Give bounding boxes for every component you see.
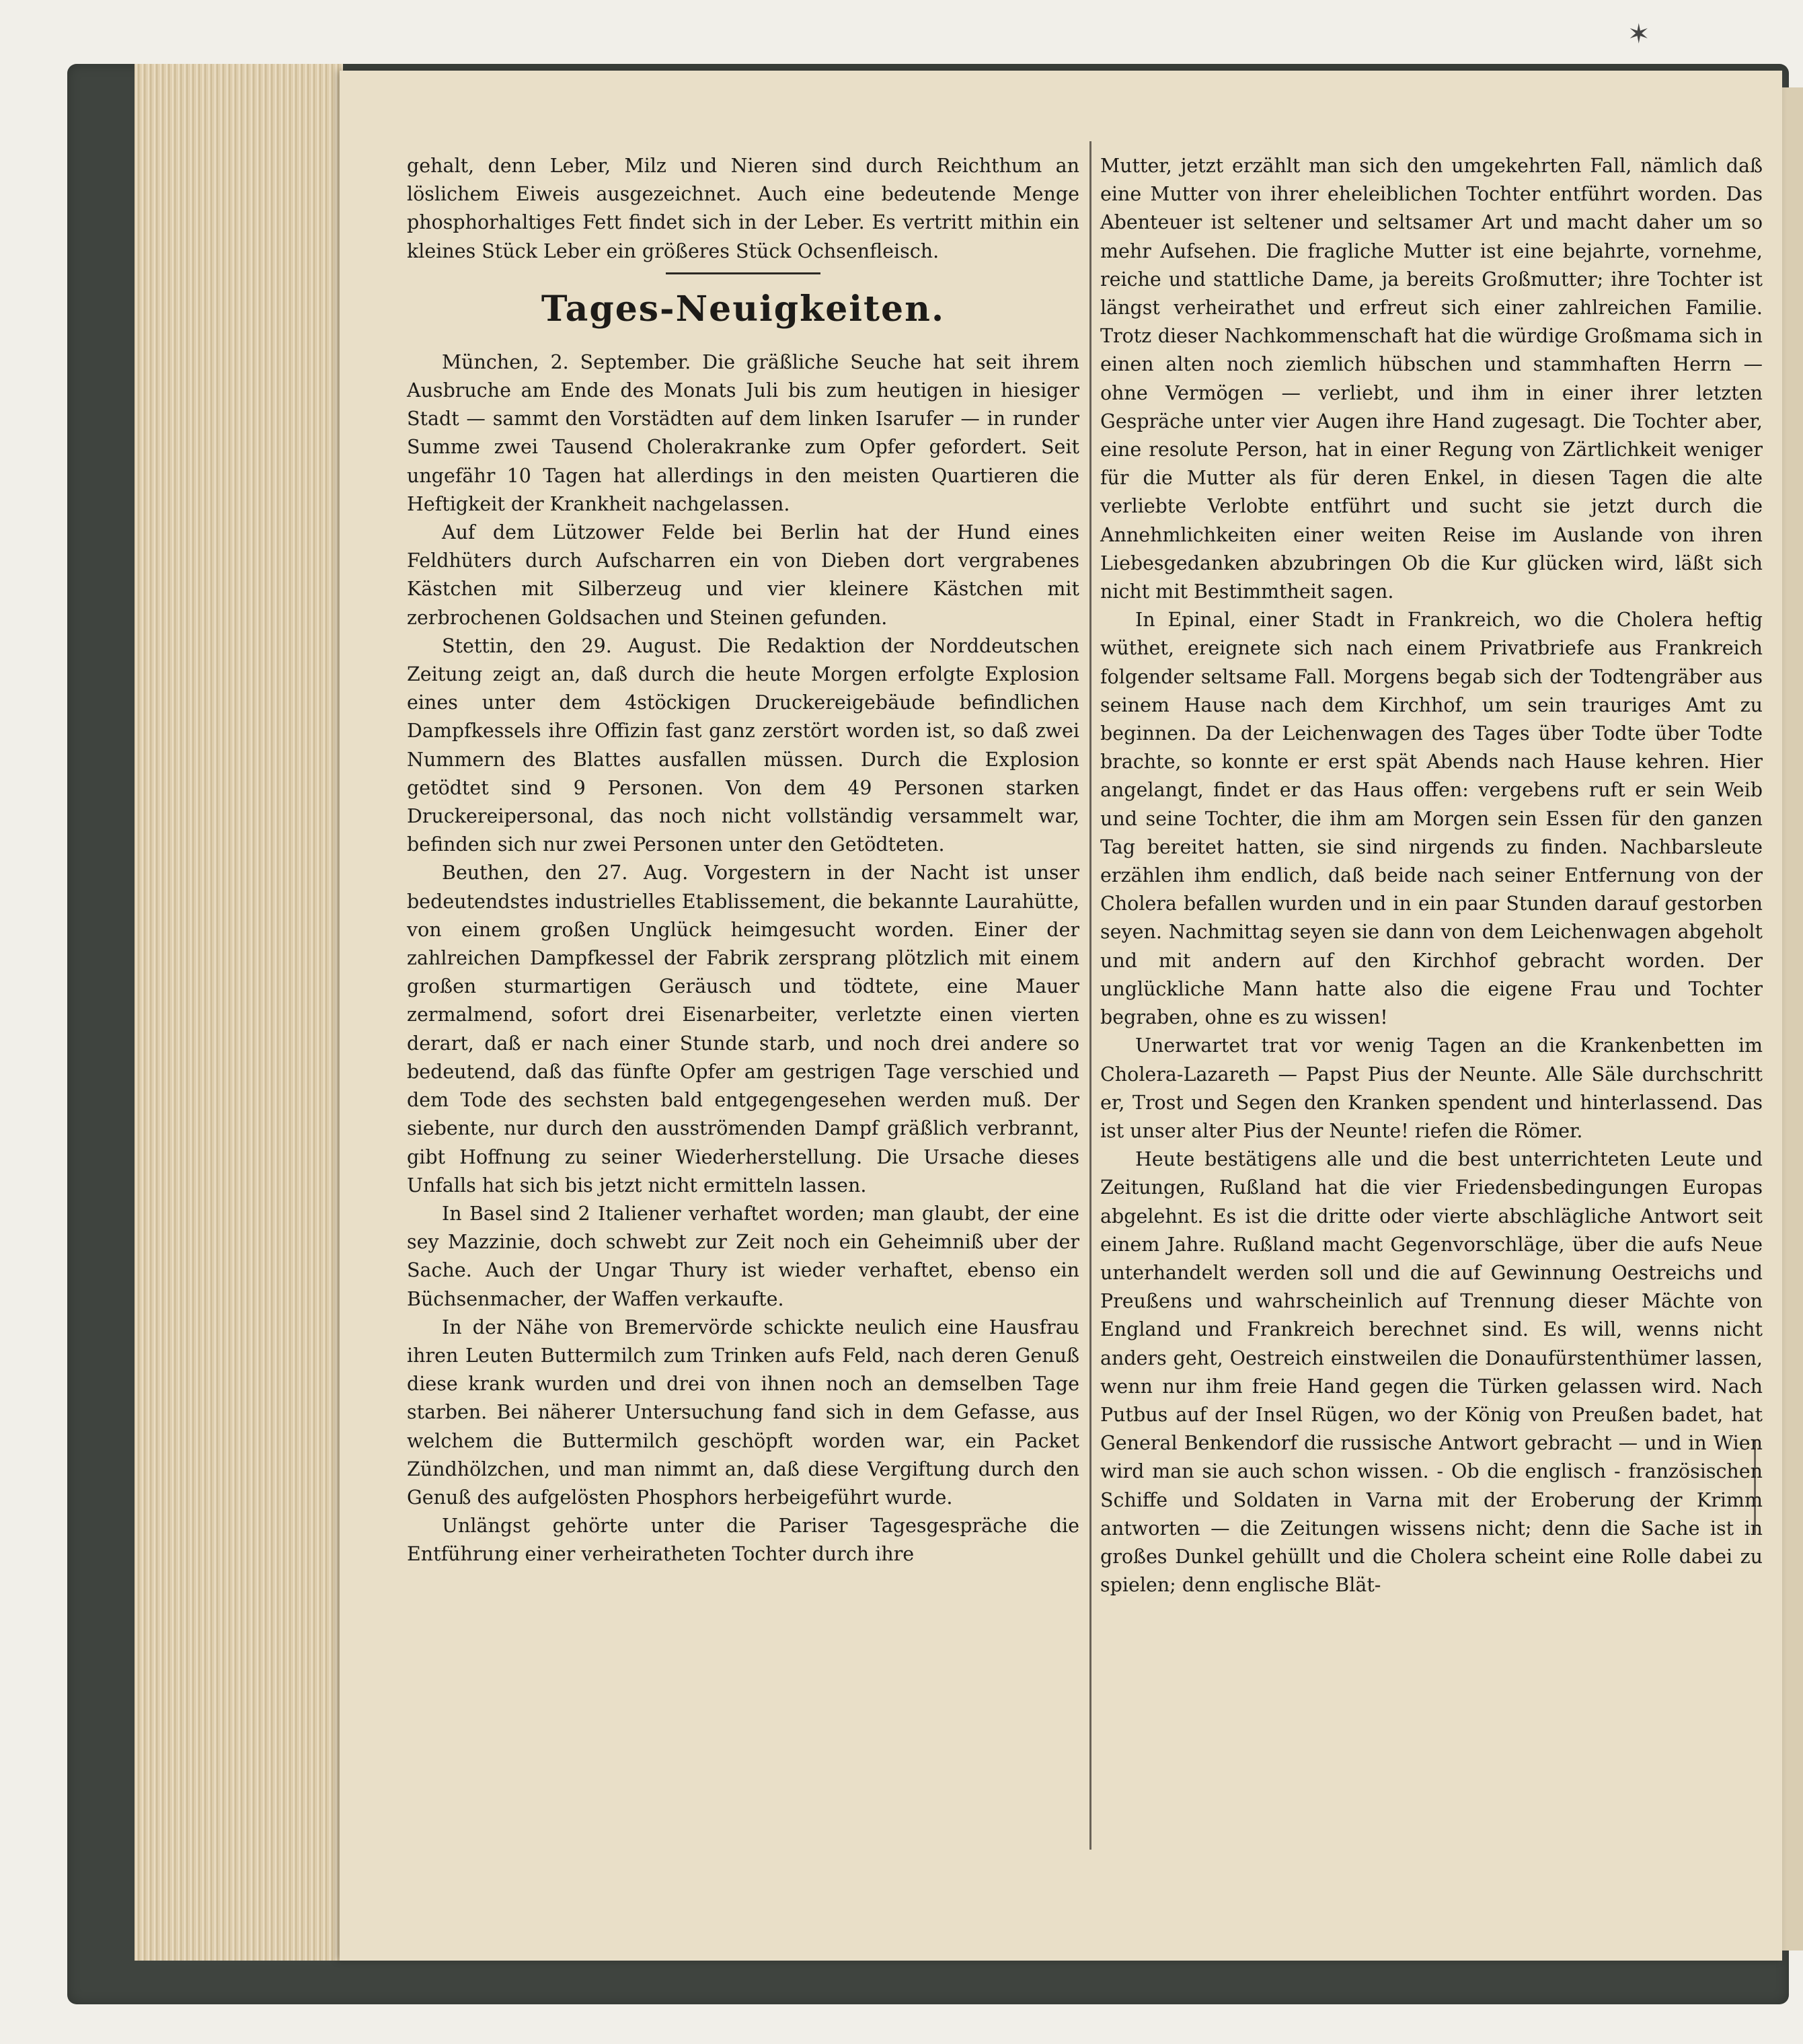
left-column	[407, 152, 1079, 1569]
article-paris: Unlängst gehörte unter die Pariser Tagesgespräche die Entführung einer verheiratheten Tochter durch ihre	[407, 1515, 1079, 1566]
page-edges	[135, 64, 343, 1961]
intro-paragraph: gehalt, denn Leber, Milz und Nieren sind durch Reichthum an löslichem Eiweis ausgezeichnet. Auch eine bedeutende Menge phosphorhaltiges Fett findet sich in der Leber. Es vertritt mithin ein kleines Stück Leber ein größeres Stück Ochsenfleisch.	[407, 155, 1079, 262]
article-russland: Heute bestätigens alle und die best unterrichteten Leute und Zeitungen, Rußland hat die vier Friedensbedingungen Europas abgelehnt. Es ist die dritte oder vierte abschlägliche Antwort seit einem Jahre. Rußland macht Gegenvorschläge, über die aufs Neue unterhandelt werden soll und die auf Gewinnung Oestreichs und Preußens und wahrscheinlich auf Trennung dieser Mächte von England und Frankreich berechnet sind. Es will, wenns nicht anders geht, Oestreich einstweilen die Donaufürstenthümer lassen, wenn nur ihm freie Hand gegen die Türken gelassen wird. Nach Putbus auf der Insel Rügen, wo der König von Preußen badet, hat General Benkendorf die russische Antwort gebracht — und in Wien wird man sie auch schon wissen. - Ob die englisch - französischen Schiffe und Soldaten in Varna mit der Eroberung der Krimm antworten — die Zeitungen wissens nicht; denn die Sache ist in großes Dunkel gehüllt und die Cholera scheint eine Rolle dabei zu spielen; denn englische Blät-	[1100, 1148, 1763, 1597]
article-pius: Unerwartet trat vor wenig Tagen an die Krankenbetten im Cholera-Lazareth — Papst Pius der Neunte. Alle Säle durchschritt er, Trost und Segen den Kranken spendent und hinterlassend. Das ist unser alter Pius der Neunte! riefen die Römer.	[1100, 1034, 1763, 1142]
article-luetzow: Auf dem Lützower Felde bei Berlin hat der Hund eines Feldhüters durch Aufscharren ein von Dieben dort vergrabenes Kästchen mit Silberzeug und vier kleinere Kästchen mit zerbrochenen Goldsachen und Steinen gefunden.	[407, 521, 1079, 629]
article-beuthen: Beuthen, den 27. Aug. Vorgestern in der Nacht ist unser bedeutendstes industrielles Etablissement, die bekannte Laurahütte, von einem großen Unglück heimgesucht worden. Einer der zahlreichen Dampfkessel der Fabrik zersprang plötzlich mit einem großen sturmartigen Geräusch und tödtete, eine Mauer zermalmend, sofort drei Eisenarbeiter, verletzte einen vierten derart, daß er nach einer Stunde starb, und noch drei andere so bedeutend, daß das fünfte Opfer am gestrigen Tage verschied und dem Tode des sechsten bald entgegengesehen werden muß. Der siebente, nur durch den ausströmenden Dampf gräßlich verbrannt, gibt Hoffnung zu seiner Wiederherstellung. Die Ursache dieses Unfalls hat sich bis jetzt nicht ermitteln lassen.	[407, 862, 1079, 1197]
article-bremervoerde: In der Nähe von Bremervörde schickte neulich eine Hausfrau ihren Leuten Buttermilch zum Trinken aufs Feld, nach deren Genuß diese krank wurden und drei von ihnen noch an demselben Tage starben. Bei näherer Untersuchung fand sich in dem Gefasse, aus welchem die Buttermilch geschöpft worden war, ein Packet Zündhölzchen, und man nimmt an, daß diese Vergiftung durch den Genuß des aufgelösten Phosphors herbeigeführt wurde.	[407, 1316, 1079, 1509]
article-stettin: Stettin, den 29. August. Die Redaktion der Norddeutschen Zeitung zeigt an, daß durch die heute Morgen erfolgte Explosion eines unter dem 4stöckigen Druckereigebäude befindlichen Dampfkessels ihre Offizin fast ganz zerstört worden ist, so daß zwei Nummern des Blattes ausfallen müssen. Durch die Explosion getödtet sind 9 Personen. Von dem 49 Personen starken Druckereipersonal, das noch nicht vollständig versammelt war, befinden sich nur zwei Personen unter den Getödteten.	[407, 634, 1079, 856]
facing-page-edge	[1782, 87, 1803, 1951]
column-divider	[1089, 141, 1091, 1850]
right-column	[1100, 152, 1763, 1599]
article-basel: In Basel sind 2 Italiener verhaftet worden; man glaubt, der eine sey Mazzinie, doch schwebt zur Zeit noch ein Geheimniß uber der Sache. Auch der Ungar Thury ist wieder verhaftet, ebenso ein Büchsenmacher, der Waffen verkaufte.	[407, 1202, 1079, 1310]
article-epinal: In Epinal, einer Stadt in Frankreich, wo die Cholera heftig wüthet, ereignete sich nach einem Privatbriefe aus Frankreich folgender seltsame Fall. Morgens begab sich der Todtengräber aus seinem Hause nach dem Kirchhof, um sein trauriges Amt zu beginnen. Da der Leichenwagen des Tages über Todte über Todte brachte, so konnte er erst spät Abends nach Hause kehren. Hier angelangt, findet er das Haus offen: vergebens ruft er sein Weib und seine Tochter, die ihm am Morgen sein Essen für den ganzen Tag bereitet hatten, sie sind nirgends zu finden. Nachbarsleute erzählen ihm endlich, daß beide nach seiner Entfernung von der Cholera befallen wurden und in ein paar Stunden darauf gestorben seyen. Nachmittag seyen sie dann von dem Leichenwagen abgeholt und mit andern auf den Kirchhof gebracht worden. Der unglückliche Mann hatte also die eigene Frau und Tochter begraben, ohne es zu wissen!	[1100, 609, 1763, 1029]
article-mutter: Mutter, jetzt erzählt man sich den umgekehrten Fall, nämlich daß eine Mutter von ihrer eheleiblichen Tochter entführt worden. Das Abenteuer ist seltener und seltsamer Art und macht daher um so mehr Aufsehen. Die fragliche Mutter ist eine bejahrte, vornehme, reiche und stattliche Dame, ja bereits Großmutter; ihre Tochter ist längst verheirathet und erfreut sich einer zahlreichen Familie. Trotz dieser Nachkommenschaft hat die würdige Großmama sich in einen alten noch ziemlich hübschen und stammhaften Herrn — ohne Vermögen — verliebt, und ihm in einer ihrer letzten Gespräche unter vier Augen ihre Hand zugesagt. Die Tochter aber, eine resolute Person, hat in einer Regung von Zärtlichkeit weniger für die Mutter als für deren Enkel, in diesen Tagen die alte verliebte Verlobte entführt und sucht sie jetzt durch die Annehmlichkeiten einer weiten Reise im Auslande von ihren Liebesgedanken abzubringen Ob die Kur glücken wird, läßt sich nicht mit Bestimmtheit sagen.	[1100, 155, 1763, 603]
section-rule	[666, 272, 820, 274]
section-heading: Tages-Neuigkeiten.	[541, 288, 946, 330]
article-muenchen: München, 2. September. Die gräßliche Seuche hat seit ihrem Ausbruche am Ende des Monats Juli bis zum heutigen in hiesiger Stadt — sammt den Vorstädten auf dem linken Isarufer — in runder Summe zwei Tausend Cholerakranke zum Opfer gefordert. Seit ungefähr 10 Tagen hat allerdings in den meisten Quartieren die Heftigkeit der Krankheit nachgelassen.	[407, 350, 1079, 515]
corner-mark: ✶	[1627, 19, 1650, 50]
